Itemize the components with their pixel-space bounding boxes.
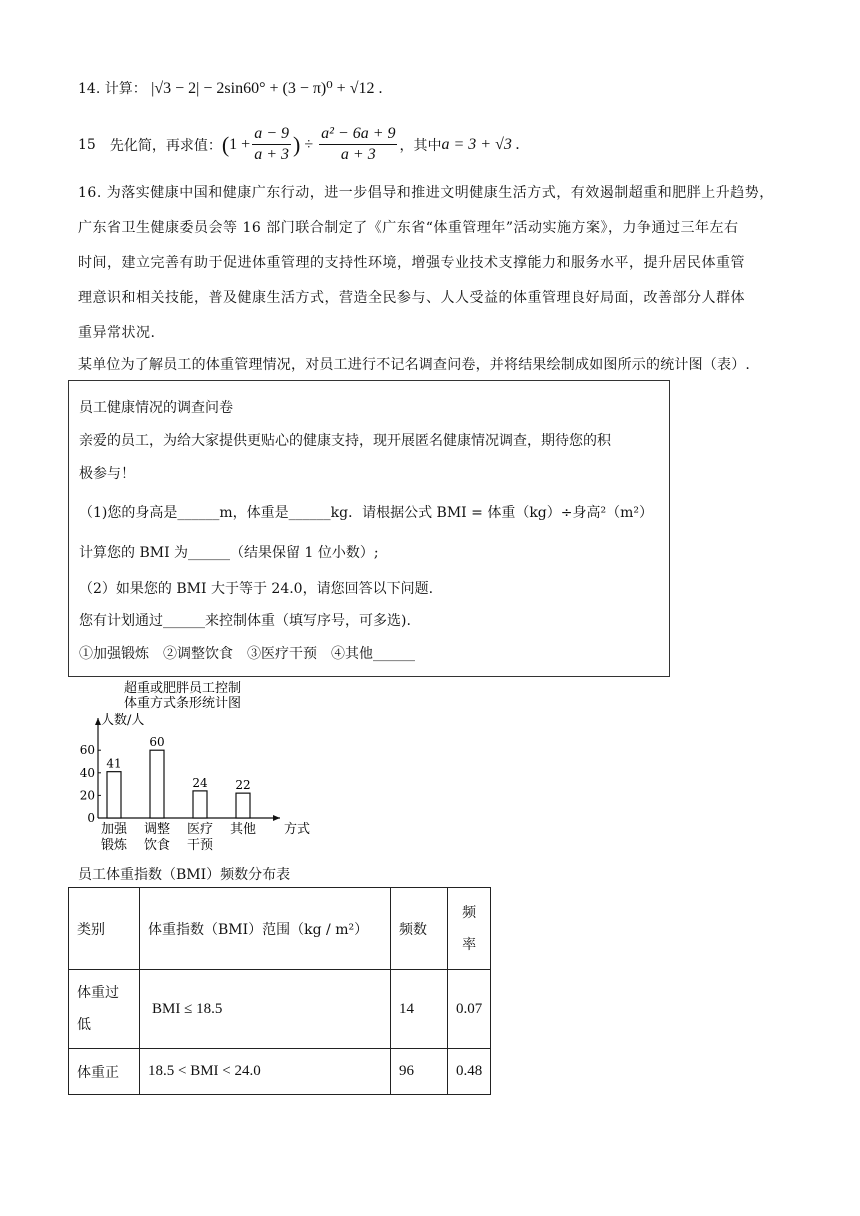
q14-expression: |√3 − 2| − 2sin60° + (3 − π)⁰ + √12 . <box>151 80 383 97</box>
y-tick-label: 60 <box>79 743 95 758</box>
chart-labels <box>101 735 256 853</box>
q16-intro <box>78 176 798 351</box>
chart-title-line: 超重或肥胖员工控制 <box>124 681 242 696</box>
y-axis-label: 人数/人 <box>101 713 145 728</box>
header-rate <box>448 888 491 970</box>
header-rate-line: 频 <box>462 904 477 921</box>
header-category: 类别 <box>69 888 140 970</box>
bar-chart <box>70 676 330 860</box>
question-14 <box>78 78 382 98</box>
survey-line: ①加强锻炼 ②调整饮食 ③医疗干预 ④其他______ <box>79 646 415 662</box>
bar <box>236 793 250 818</box>
q16-line: 理意识和相关技能，普及健康生活方式，营造全民参与、人人受益的体重管理良好局面，改善部分人群体 <box>78 290 745 306</box>
y-tick-label: 40 <box>79 765 95 780</box>
bar <box>107 772 121 818</box>
table-header-row <box>69 888 491 970</box>
category-label: 加强 <box>100 822 128 837</box>
bar-value-label: 60 <box>149 735 165 750</box>
q15-fraction-1: $\frac{a - 9}{a + 3}$ <box>254 125 289 163</box>
header-range: 体重指数（BMI）范围（kg / m²） <box>140 888 391 970</box>
category-label: 其他 <box>229 822 257 837</box>
q16-survey-intro: 某单位为了解员工的体重管理情况，对员工进行不记名调查问卷，并将结果绘制成如图所示的统计图（表）. <box>78 357 751 373</box>
x-axis-label: 方式 <box>284 822 311 837</box>
x-axis-arrow-icon <box>273 815 280 821</box>
q16-line: 16. 为落实健康中国和健康广东行动，进一步倡导和推进文明健康生活方式，有效遏制超重和肥胖上升趋势， <box>78 185 774 201</box>
chart-bars <box>107 750 250 818</box>
category-label: 干预 <box>186 838 214 853</box>
table-row <box>69 1049 491 1095</box>
q16-line: 重异常状况. <box>78 325 156 341</box>
survey-line: 您有计划通过______来控制体重（填写序号，可多选). <box>79 613 411 629</box>
row-rate: 0.07 <box>448 970 491 1049</box>
bmi-frequency-table <box>68 887 491 1095</box>
q16-line: 时间，建立完善有助于促进体重管理的支持性环境，增强专业技术支撑能力和服务水平，提升居民体重管 <box>78 255 745 271</box>
q16-line: 广东省卫生健康委员会等 16 部门联合制定了《广东省“体重管理年”活动实施方案》，力争通过三年左右 <box>78 220 739 236</box>
table-caption: 员工体重指数（BMI）频数分布表 <box>78 867 291 883</box>
header-frequency: 频数 <box>391 888 448 970</box>
category-label: 饮食 <box>143 838 171 853</box>
row-range: 18.5 < BMI < 24.0 <box>140 1049 391 1095</box>
category-label: 调整 <box>143 822 171 837</box>
survey-line: 计算您的 BMI 为______（结果保留 1 位小数）; <box>79 545 379 561</box>
survey-line: 极参与！ <box>79 466 135 482</box>
bar <box>150 750 164 818</box>
survey-line: 亲爱的员工，为给大家提供更贴心的健康支持，现开展匿名健康情况调查，期待您的积 <box>79 433 611 449</box>
q15-label: 先化简，再求值： <box>109 137 222 154</box>
chart-title-line: 体重方式条形统计图 <box>124 696 242 711</box>
survey-box <box>68 380 670 677</box>
q14-number: 14. <box>78 81 101 97</box>
row-category: 体重正 <box>69 1049 140 1095</box>
q15-number: 15 <box>78 136 96 153</box>
row-rate: 0.48 <box>448 1049 491 1095</box>
survey-line: （2）如果您的 BMI 大于等于 24.0，请您回答以下问题. <box>79 581 434 597</box>
row-frequency: 96 <box>391 1049 448 1095</box>
y-tick-label: 20 <box>79 788 95 803</box>
bar <box>193 791 207 818</box>
bar-value-label: 22 <box>235 778 251 793</box>
question-15: 15 先化简，再求值： ( 1 + $\frac{a - 9}{a + 3}$ ) ÷ $\frac{\text{a² − 6a + 9}}{a + 3}$ ，其中 a = 3 + √3 . <box>78 125 520 163</box>
header-rate-line: 率 <box>462 936 477 953</box>
q15-condition: a = 3 + √3 . <box>441 135 520 153</box>
category-label: 医疗 <box>186 822 214 837</box>
q14-label: 计算： <box>104 81 147 97</box>
survey-line: （1)您的身高是______m，体重是______kg．请根据公式 BMI = 体重（kg）÷身高²（m²） <box>79 505 653 521</box>
bar-value-label: 41 <box>106 756 122 771</box>
table-row <box>69 970 491 1049</box>
survey-title: 员工健康情况的调查问卷 <box>79 400 233 416</box>
q15-where: ，其中 <box>399 137 442 154</box>
category-label: 锻炼 <box>100 838 128 853</box>
bar-value-label: 24 <box>192 775 208 790</box>
row-frequency: 14 <box>391 970 448 1049</box>
q15-fraction-2: $\frac{\text{a² − 6a + 9}}{a + 3}$ <box>321 125 396 163</box>
y-tick-label: 0 <box>87 811 95 825</box>
row-range: BMI ≤ 18.5 <box>140 970 391 1049</box>
row-category: 体重过 低 <box>69 970 140 1049</box>
